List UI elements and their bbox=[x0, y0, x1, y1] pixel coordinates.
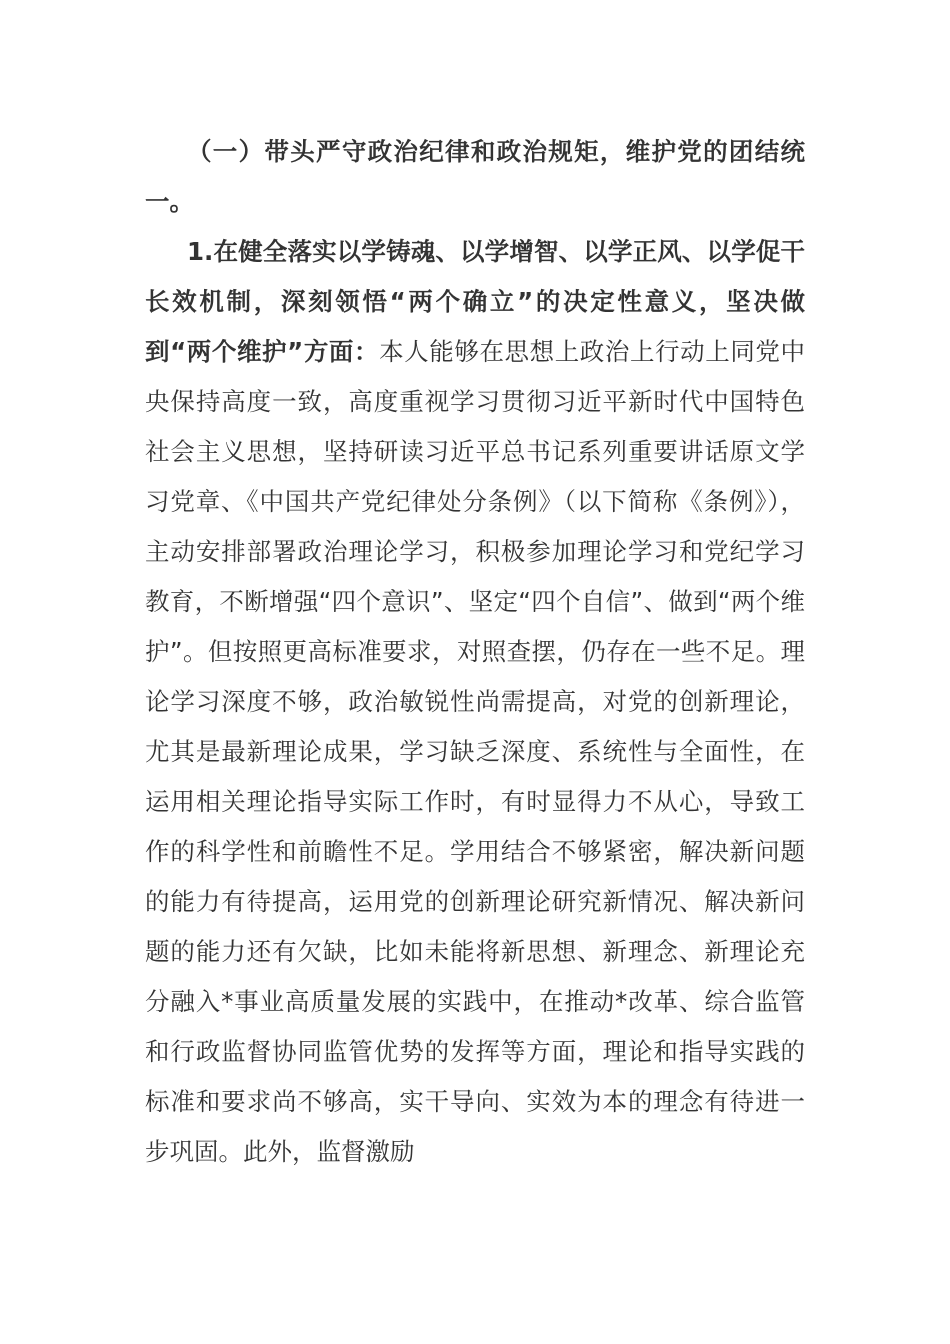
item-1-body: 本人能够在思想上政治上行动上同党中央保持高度一致，高度重视学习贯彻习近平新时代中国特色社会主义思想，坚持研读习近平总书记系列重要讲话原文学习党章、《中国共产党纪律处分条例》（以下简称《条例》），主动安排部署政治理论学习，积极参加理论学习和党纪学习教育，不断增强“四个意识”、坚定“四个自信”、做到“两个维护”。但按照更高标准要求，对照查摆，仍存在一些不足。理论学习深度不够，政治敏锐性尚需提高，对党的创新理论，尤其是最新理论成果，学习缺乏深度、系统性与全面性，在运用相关理论指导实际工作时，有时显得力不从心，导致工作的科学性和前瞻性不足。学用结合不够紧密，解决新问题的能力有待提高，运用党的创新理论研究新情况、解决新问题的能力还有欠缺，比如未能将新思想、新理念、新理论充分融入*事业高质量发展的实践中，在推动*改革、综合监管和行政监督协同监管优势的发挥等方面，理论和指导实践的标准和要求尚不够高，实干导向、实效为本的理念有待进一步巩固。此外，监督激励 bbox=[145, 337, 805, 1166]
item-1-title: 1.在健全落实以学铸魂、以学增智、以学正风、以学促干长效机制，深刻领悟“两个确立”的决定性意义，坚决做到“两个维护”方面： bbox=[145, 237, 805, 366]
document-body bbox=[145, 127, 805, 1177]
section-heading: （一）带头严守政治纪律和政治规矩，维护党的团结统一。 bbox=[145, 137, 805, 216]
paragraph-item-1 bbox=[145, 227, 805, 1177]
